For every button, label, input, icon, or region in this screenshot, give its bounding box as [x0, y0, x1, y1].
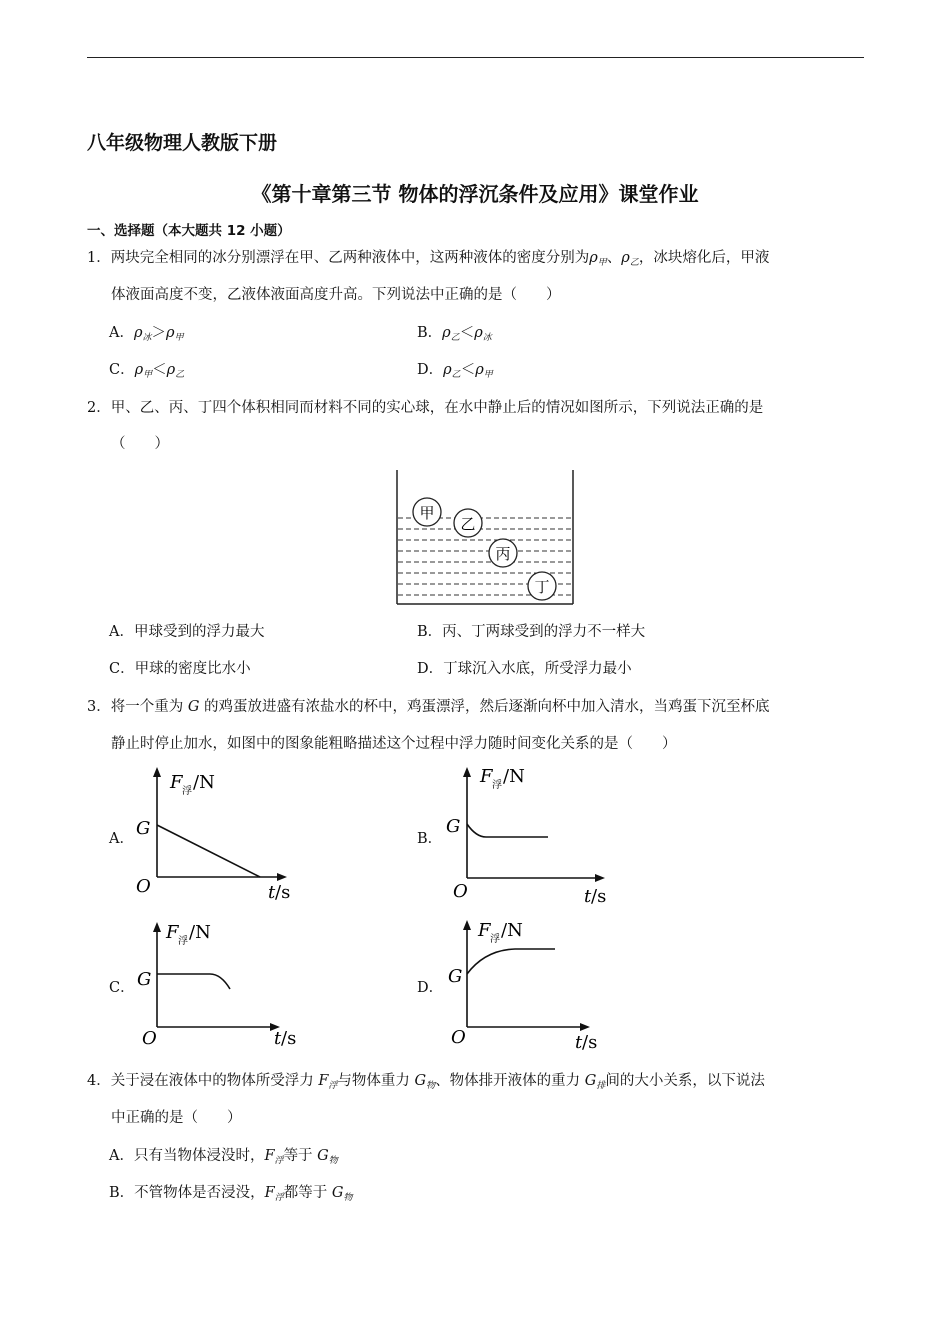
svg-text:G: G [446, 816, 461, 837]
svg-text:F: F [166, 922, 179, 943]
q3-graph-d[interactable] [445, 910, 615, 1060]
q3-graph-a-label[interactable]: A． [109, 831, 134, 847]
svg-text:F: F [480, 766, 493, 787]
q3-line1: 3．将一个重为 G 的鸡蛋放进盛有浓盐水的杯中，鸡蛋漂浮，然后逐渐向杯中加入清水，当鸡蛋下沉至杯底 [87, 699, 770, 715]
curve-a [157, 825, 260, 877]
q2-line2: （ ） [111, 436, 169, 452]
q3-graph-b[interactable] [440, 760, 620, 910]
svg-text:F: F [478, 920, 491, 941]
curve-c [157, 974, 230, 989]
ball-bing-label: 丙 [495, 545, 511, 563]
q4-option-a[interactable]: A．只有当物体浸没时，$F_浮$等于 $G_物$ [109, 1148, 338, 1166]
q2-container-figure [390, 468, 580, 610]
q1-line1: 1．两块完全相同的冰分别漂浮在甲、乙两种液体中，这两种液体的密度分别为$\rho_甲$、$\rho_乙$，冰块熔化后，甲液 [87, 250, 770, 268]
q3-graph-d-label[interactable]: D． [417, 980, 444, 996]
q3-graph-c[interactable] [135, 912, 310, 1060]
q2-option-b[interactable]: B．丙、丁两球受到的浮力不一样大 [417, 624, 646, 640]
q2-option-c[interactable]: C．甲球的密度比水小 [109, 661, 251, 677]
q2-option-a[interactable]: A．甲球受到的浮力最大 [109, 624, 265, 640]
main-title: 《第十章第三节 物体的浮沉条件及应用》课堂作业 [251, 182, 699, 206]
svg-text:t: t [268, 882, 276, 903]
svg-text:G: G [136, 818, 151, 839]
q3-graph-c-label[interactable]: C． [109, 980, 135, 996]
curve-d [467, 949, 555, 974]
q1-line2: 体液面高度不变，乙液体液面高度升高。下列说法中正确的是（ ） [111, 287, 561, 303]
section-title: 一、选择题（本大题共 12 小题） [87, 223, 291, 239]
svg-text:浮: 浮 [182, 786, 192, 797]
svg-text:浮: 浮 [492, 780, 502, 791]
q3-graph-a[interactable] [130, 762, 310, 910]
q2-option-d[interactable]: D．丁球沉入水底，所受浮力最小 [417, 661, 632, 677]
q1-option-d[interactable]: D．$\rho_乙<\rho_甲$ [417, 362, 493, 380]
svg-text:/N: /N [189, 922, 211, 943]
svg-text:t: t [274, 1028, 282, 1049]
q3-line2: 静止时停止加水，如图中的图象能粗略描述这个过程中浮力随时间变化关系的是（ ） [111, 736, 677, 752]
q1-option-a[interactable]: A．$\rho_冰>\rho_甲$ [109, 325, 184, 343]
ball-jia-label: 甲 [419, 504, 435, 522]
svg-text:O: O [453, 881, 468, 902]
q2-line1: 2．甲、乙、丙、丁四个体积相同而材料不同的实心球，在水中静止后的情况如图所示，下列说法正确的是 [87, 400, 764, 416]
header-rule [87, 57, 864, 58]
q4-line1: 4．关于浸在液体中的物体所受浮力 $F_浮$与物体重力 $G_物$、物体排开液体的重力 $G_排$间的大小关系，以下说法 [87, 1073, 765, 1091]
svg-text:t: t [584, 886, 592, 907]
ball-ding [528, 572, 556, 600]
svg-text:F: F [170, 772, 183, 793]
svg-text:/s: /s [275, 882, 291, 903]
ball-bing [489, 539, 517, 567]
svg-text:G: G [448, 966, 463, 987]
q1-option-c[interactable]: C．$\rho_甲<\rho_乙$ [109, 362, 185, 380]
svg-text:O: O [451, 1027, 466, 1048]
grade-title: 八年级物理人教版下册 [87, 132, 278, 154]
ball-yi-label: 乙 [460, 515, 476, 533]
svg-text:/s: /s [281, 1028, 297, 1049]
svg-text:/s: /s [591, 886, 607, 907]
svg-text:浮: 浮 [490, 934, 500, 945]
svg-text:/s: /s [582, 1032, 598, 1053]
ball-yi [454, 509, 482, 537]
svg-text:/N: /N [193, 772, 215, 793]
svg-text:O: O [142, 1028, 157, 1049]
svg-text:浮: 浮 [178, 936, 188, 947]
q3-graph-b-label[interactable]: B． [417, 831, 443, 847]
curve-b [467, 824, 548, 837]
svg-text:/N: /N [503, 766, 525, 787]
q4-option-b[interactable]: B．不管物体是否浸没，$F_浮$都等于 $G_物$ [109, 1185, 353, 1203]
svg-text:O: O [136, 876, 151, 897]
ball-ding-label: 丁 [534, 578, 550, 596]
ball-jia [413, 498, 441, 526]
svg-text:/N: /N [501, 920, 523, 941]
svg-text:t: t [575, 1032, 583, 1053]
svg-text:G: G [137, 969, 152, 990]
q4-line2: 中正确的是（ ） [111, 1110, 242, 1126]
q1-option-b[interactable]: B．$\rho_乙<\rho_冰$ [417, 325, 492, 343]
